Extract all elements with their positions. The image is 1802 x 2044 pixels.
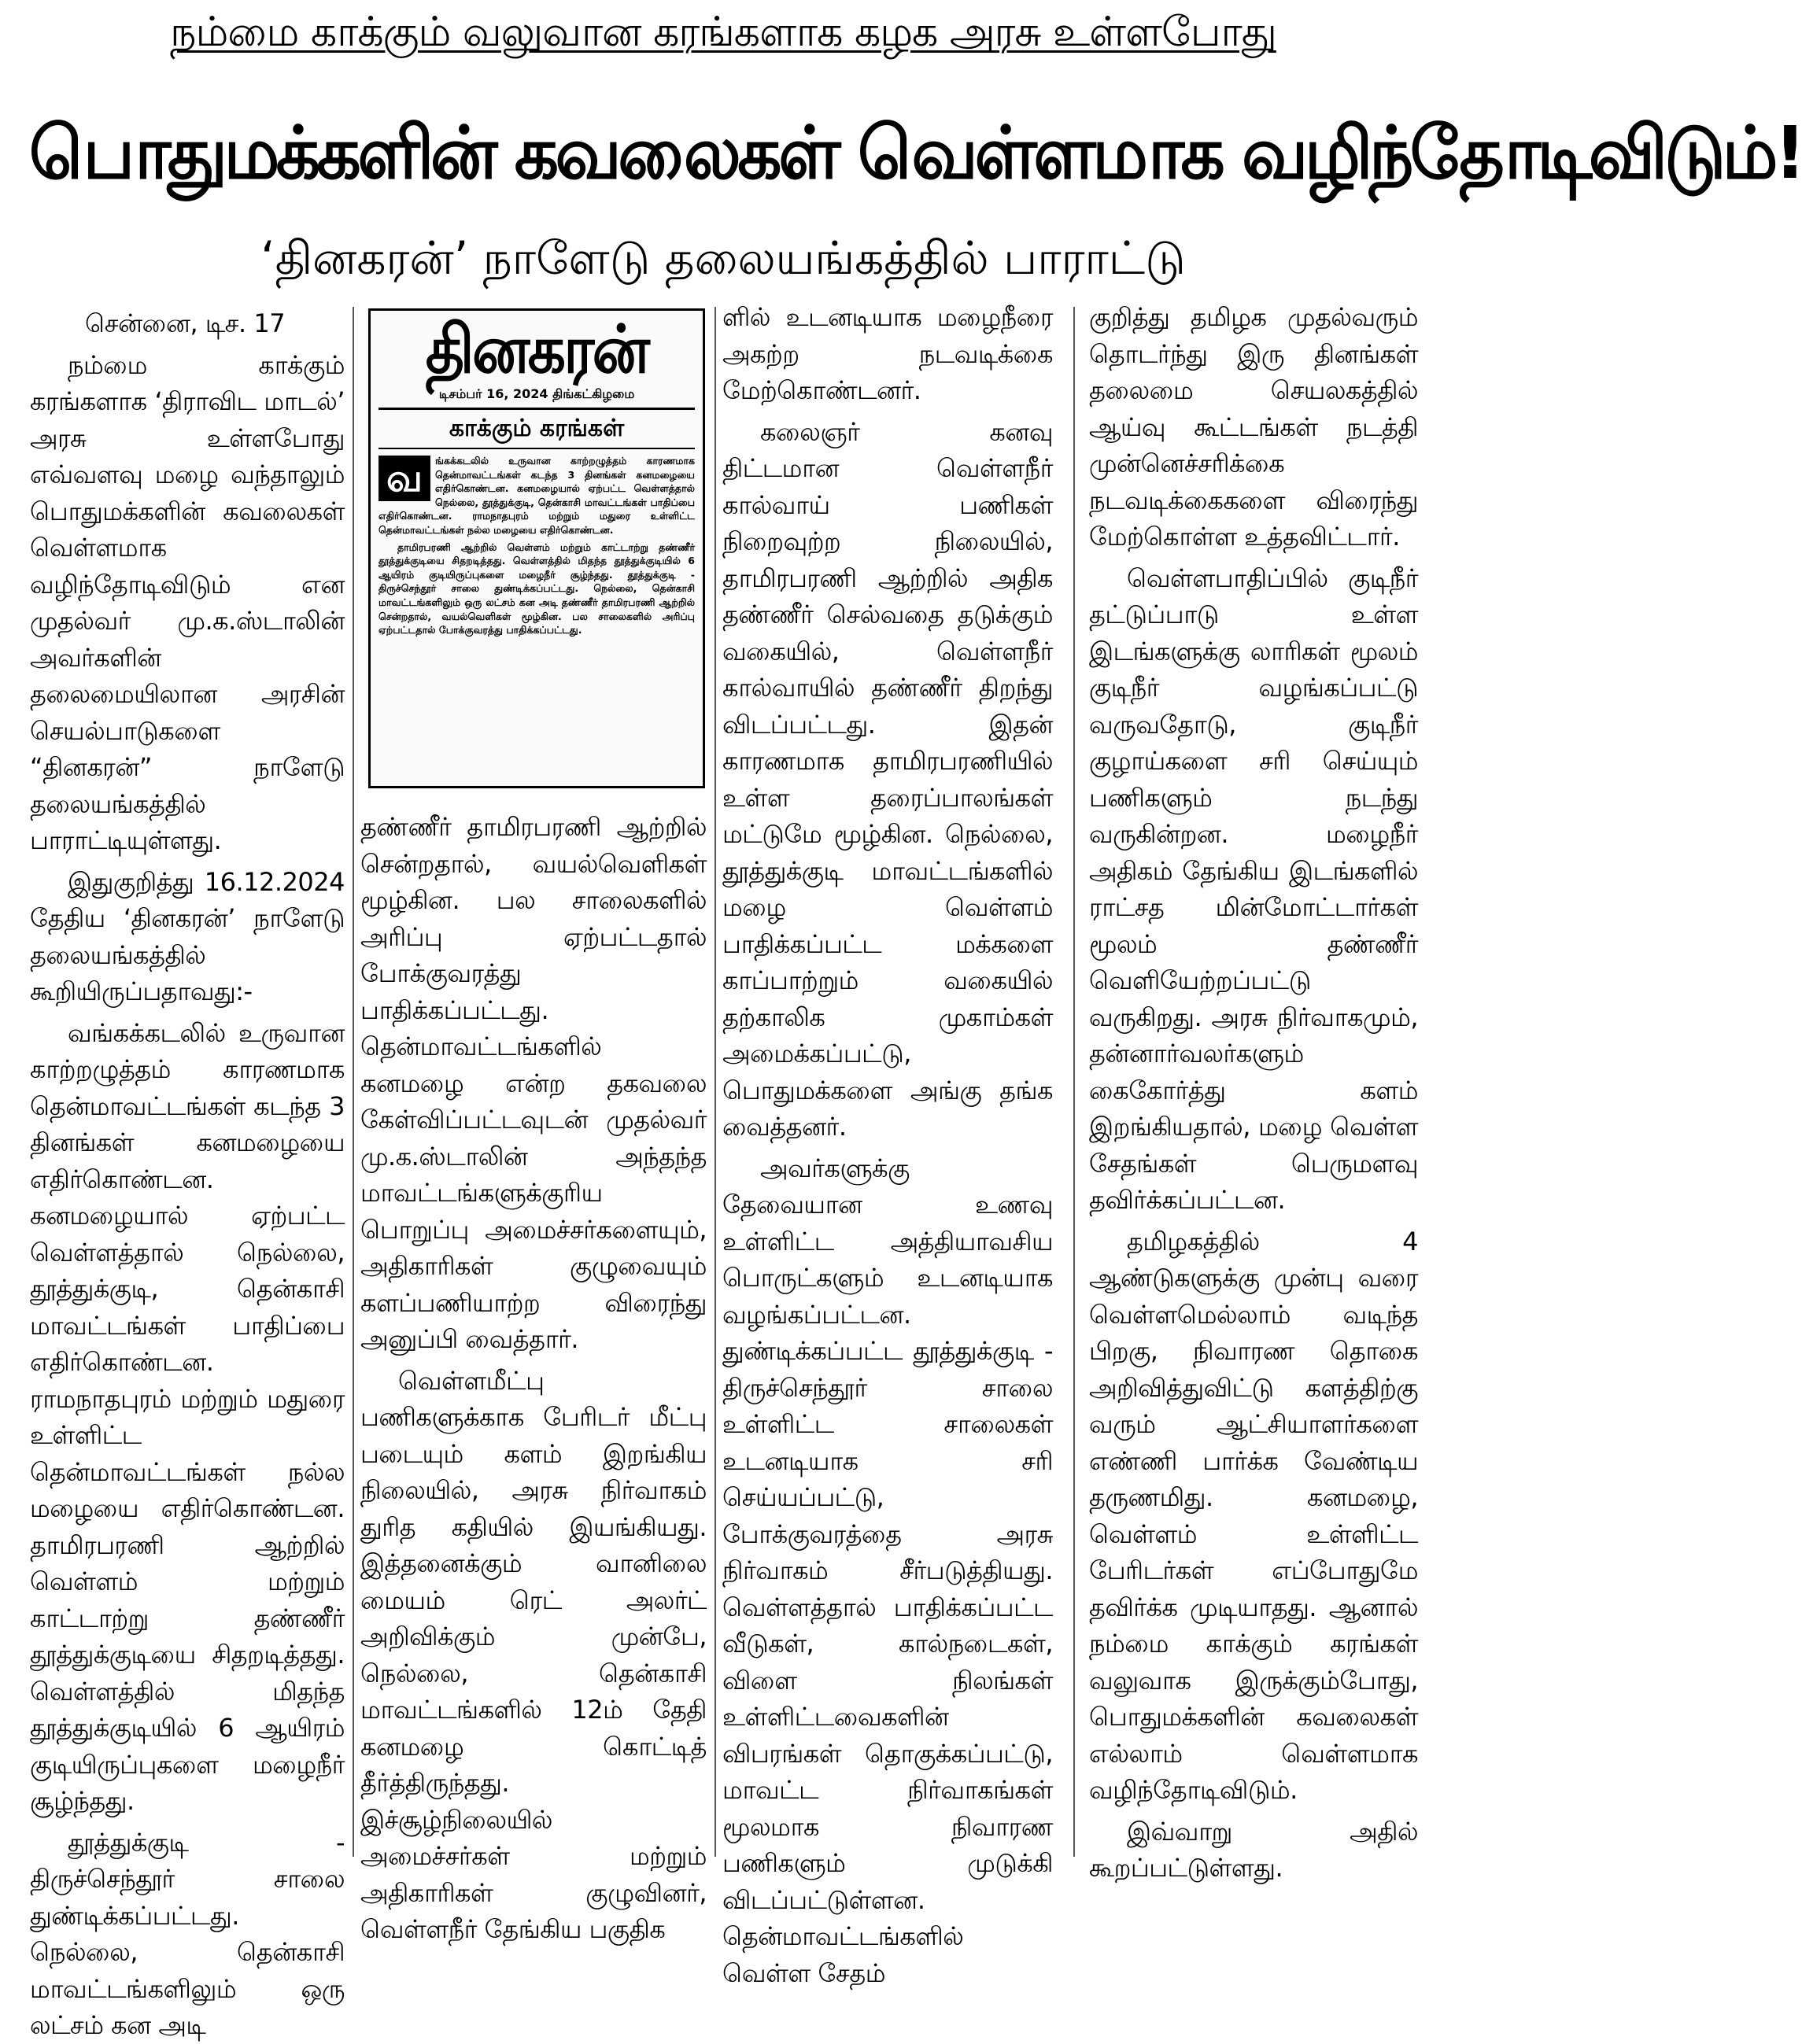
main-headline: பொதுமக்களின் கவலைகள் வெள்ளமாக வழிந்தோடிவிடும்!: [28, 111, 1802, 195]
clipping-dropcap: வ: [378, 456, 430, 501]
article-column-4: [1089, 299, 1418, 1883]
clipping-paragraph: ங்கக்கடலில் உருவான காற்றழுத்தம் காரணமாக தென்மாவட்டங்கள் கடந்த 3 தினங்கள் கனமழையை எதிர்கொண்டன. கனமழையால் ஏற்பட்ட வெள்ளத்தால் நெல்லை, தூத்துக்குடி, தென்காசி மாவட்டங்கள் பாதிப்பை எதிர்கொண்டன. ராமநாதபுரம் மற்றும் மதுரை உள்ளிட்ட தென்மாவட்டங்கள் நல்ல மழையை எதிர்கொண்டன.: [378, 455, 695, 536]
clipping-rule: [378, 408, 695, 410]
paragraph: ளில் உடனடியாக மழைநீரை அகற்ற நடவடிக்கை மேற்கொண்டனர்.: [722, 302, 1053, 405]
sub-headline: ‘தினகரன்’ நாளேடு தலையங்கத்தில் பாராட்டு: [260, 231, 1186, 285]
paragraph: கலைஞர் கனவு திட்டமான வெள்ளநீர் கால்வாய் பணிகள் நிறைவுற்ற நிலையில், தாமிரபரணி ஆற்றில் அதிக தண்ணீர் செல்வதை தடுக்கும் வகையில், வெள்ளநீர் கால்வாயில் தண்ணீர் திறந்து விடப்பட்டது. இதன் காரணமாக தாமிரபரணியில் உள்ள தரைப்பாலங்கள் மட்டுமே மூழ்கின. நெல்லை, தூத்துக்குடி மாவட்டங்களில் மழை வெள்ளம் பாதிக்கப்பட்ட மக்களை காப்பாற்றும் வகையில் தற்காலிக முகாம்கள் அமைக்கப்பட்டு, பொதுமக்களை அங்கு தங்க வைத்தனர்.: [722, 416, 1053, 1142]
column-divider: [715, 307, 716, 1857]
article-column-3: [722, 299, 1053, 1988]
paragraph: அவர்களுக்கு தேவையான உணவு உள்ளிட்ட அத்தியாவசிய பொருட்களும் உடனடியாக வழங்கப்பட்டன. துண்டிக்கப்பட்ட தூத்துக்குடி - திருச்செந்தூர் சாலை உள்ளிட்ட சாலைகள் உடனடியாக சரி செய்யப்பட்டு, போக்குவரத்தை அரசு நிர்வாகம் சீர்படுத்தியது. வெள்ளத்தால் பாதிக்கப்பட்ட வீடுகள், கால்நடைகள், விளை நிலங்கள் உள்ளிட்டவைகளின் விபரங்கள் தொகுக்கப்பட்டு, மாவட்ட நிர்வாகங்கள் மூலமாக நிவாரண பணிகளும் முடுக்கி விடப்பட்டுள்ளன. தென்மாவட்டங்களில் வெள்ள சேதம்: [722, 1153, 1053, 1988]
clipping-title: காக்கும் கரங்கள்: [449, 415, 625, 442]
column-divider: [353, 307, 354, 1857]
clipping-paragraph: தாமிரபரணி ஆற்றில் வெள்ளம் மற்றும் காட்டாற்று தண்ணீர் தூத்துக்குடியை சிதறடித்தது. வெள்ளத்தில் மிதந்த தூத்துக்குடியில் 6 ஆயிரம் குடியிருப்புகளை மழைநீர் சூழ்ந்தது. தூத்துக்குடி - திருச்செந்தூர் சாலை துண்டிக்கப்பட்டது. நெல்லை, தென்காசி மாவட்டங்களிலும் ஒரு லட்சம் கன அடி தண்ணீர் தாமிரபரணி ஆற்றில் சென்றதால், வயல்வெளிகள் மூழ்கின. பல சாலைகளில் அரிப்பு ஏற்பட்டதால் போக்குவரத்து பாதிக்கப்பட்டது.: [378, 541, 695, 636]
paragraph: வெள்ளபாதிப்பில் குடிநீர் தட்டுப்பாடு உள்ள இடங்களுக்கு லாரிகள் மூலம் குடிநீர் வழங்கப்பட்டு வருவதோடு, குடிநீர் குழாய்களை சரி செய்யும் பணிகளும் நடந்து வருகின்றன. மழைநீர் அதிகம் தேங்கிய இடங்களில் ராட்சத மின்மோட்டார்கள் மூலம் தண்ணீர் வெளியேற்றப்பட்டு வருகிறது. அரசு நிர்வாகமும், தன்னார்வலர்களும் கைகோர்த்து களம் இறங்கியதால், மழை வெள்ள சேதங்கள் பெருமளவு தவிர்க்கப்பட்டன.: [1089, 563, 1418, 1215]
paragraph: இதுகுறித்து 16.12.2024 தேதிய ‘தினகரன்’ நாளேடு தலையங்கத்தில் கூறியிருப்பதாவது:-: [30, 866, 345, 1006]
article-column-2: [360, 809, 707, 1944]
newspaper-clipping: [368, 308, 705, 788]
paragraph: தமிழகத்தில் 4 ஆண்டுகளுக்கு முன்பு வரை வெள்ளமெல்லாம் வடிந்த பிறகு, நிவாரண தொகை அறிவித்துவிட்டு களத்திற்கு வரும் ஆட்சியாளர்களை எண்ணி பார்க்க வேண்டிய தருணமிது. கனமழை, வெள்ளம் உள்ளிட்ட பேரிடர்கள் எப்போதுமே தவிர்க்க முடியாதது. ஆனால் நம்மை காக்கும் கரங்கள் வலுவாக இருக்கும்போது, பொதுமக்களின் கவலைகள் எல்லாம் வெள்ளமாக வழிந்தோடிவிடும்.: [1089, 1226, 1418, 1805]
paragraph: குறித்து தமிழக முதல்வரும் தொடர்ந்து இரு தினங்கள் தலைமை செயலகத்தில் ஆய்வு கூட்டங்கள் நடத்தி முன்னெச்சரிக்கை நடவடிக்கைகளை விரைந்து மேற்கொள்ள உத்தவிட்டார்.: [1089, 302, 1418, 552]
kicker-headline: நம்மை காக்கும் வலுவான கரங்களாக கழக அரசு உள்ளபோது: [170, 9, 1276, 56]
clipping-date: டிசம்பர் 16, 2024 திங்கட்கிழமை: [438, 386, 635, 401]
column-divider: [1073, 307, 1075, 1857]
paragraph: வெள்ளமீட்பு பணிகளுக்காக பேரிடர் மீட்பு படையும் களம் இறங்கிய நிலையில், அரசு நிர்வாகம் துரித கதியில் இயங்கியது. இத்தனைக்கும் வானிலை மையம் ரெட் அலர்ட் அறிவிக்கும் முன்பே, நெல்லை, தென்காசி மாவட்டங்களில் 12ம் தேதி கனமழை கொட்டித் தீர்த்திருந்தது. இச்சூழ்நிலையில் அமைச்சர்கள் மற்றும் அதிகாரிகள் குழுவினர், வெள்ளநீர் தேங்கிய பகுதிக: [360, 1365, 707, 1944]
clipping-masthead: தினகரன்: [425, 311, 648, 388]
dateline: சென்னை, டிச. 17: [85, 308, 286, 338]
paragraph: நம்மை காக்கும் கரங்களாக ‘திராவிட மாடல்’ அரசு உள்ளபோது எவ்வளவு மழை வந்தாலும் பொதுமக்களின் கவலைகள் வெள்ளமாக வழிந்தோடிவிடும் என முதல்வர் மு.க.ஸ்டாலின் அவர்களின் தலைமையிலான அரசின் செயல்பாடுகளை “தினகரன்” நாளேடு தலையங்கத்தில் பாராட்டியுள்ளது.: [30, 349, 345, 855]
paragraph: இவ்வாறு அதில் கூறப்பட்டுள்ளது.: [1089, 1816, 1418, 1883]
paragraph: வங்கக்கடலில் உருவான காற்றழுத்தம் காரணமாக தென்மாவட்டங்கள் கடந்த 3 தினங்கள் கனமழையை எதிர்கொண்டன. கனமழையால் ஏற்பட்ட வெள்ளத்தால் நெல்லை, தூத்துக்குடி, தென்காசி மாவட்டங்கள் பாதிப்பை எதிர்கொண்டன. ராமநாதபுரம் மற்றும் மதுரை உள்ளிட்ட தென்மாவட்டங்கள் நல்ல மழையை எதிர்கொண்டன. தாமிரபரணி ஆற்றில் வெள்ளம் மற்றும் காட்டாற்று தண்ணீர் தூத்துக்குடியை சிதறடித்தது. வெள்ளத்தில் மிதந்த தூத்துக்குடியில் 6 ஆயிரம் குடியிருப்புகளை மழைநீர் சூழ்ந்தது.: [30, 1017, 345, 1816]
clipping-rule: [378, 448, 695, 449]
clipping-body: [371, 454, 703, 637]
paragraph: தண்ணீர் தாமிரபரணி ஆற்றில் சென்றதால், வயல்வெளிகள் மூழ்கின. பல சாலைகளில் அரிப்பு ஏற்பட்டதால் போக்குவரத்து பாதிக்கப்பட்டது. தென்மாவட்டங்களில் கனமழை என்ற தகவலை கேள்விப்பட்டவுடன் முதல்வர் மு.க.ஸ்டாலின் அந்தந்த மாவட்டங்களுக்குரிய பொறுப்பு அமைச்சர்களையும், அதிகாரிகள் குழுவையும் களப்பணியாற்ற விரைந்து அனுப்பி வைத்தார்.: [360, 812, 707, 1354]
paragraph: தூத்துக்குடி - திருச்செந்தூர் சாலை துண்டிக்கப்பட்டது. நெல்லை, தென்காசி மாவட்டங்களிலும் ஒரு லட்சம் கன அடி: [30, 1827, 345, 2040]
article-column-1: [30, 305, 345, 2040]
